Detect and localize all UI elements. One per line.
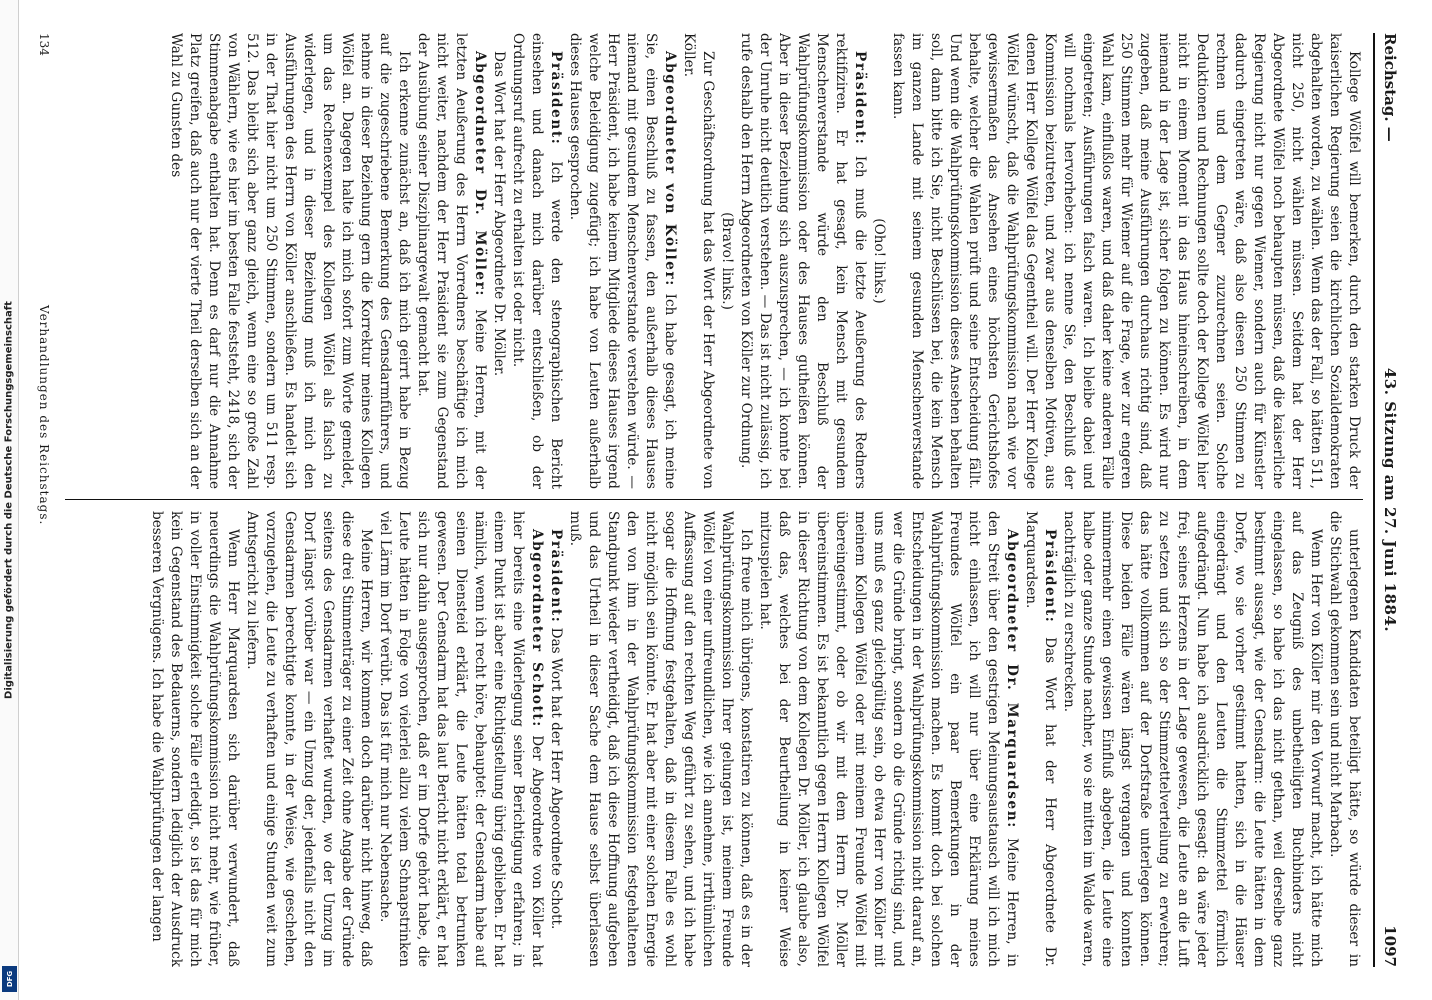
speaker-name: Präsident: <box>1042 529 1058 624</box>
paragraph <box>679 33 717 489</box>
paragraph-text: Ich habe gesagt, ich meine Sie, einen Beschluß zu fassen, den außerhalb dieses Hauses niemand mit gesundem Menschenverstande verstehen würde. — Herr Präsident, ich habe keinem Mitgliede dieses Hauses irgend welche Beleidigung zugefügt; ich habe von Leuten außerhalb dieses Hauses gesprochen. <box>567 33 678 489</box>
speech-paragraph <box>375 511 546 967</box>
speech-paragraph <box>508 33 565 489</box>
paragraph-text: (Oho! links.) <box>871 218 887 304</box>
text-column-left <box>65 33 1363 489</box>
scanned-page-viewport <box>18 0 1432 1000</box>
paragraph-text: Das Wort hat der Herr Abgeordnete Dr. Möller. <box>491 51 507 377</box>
paragraph-text: Das Wort hat der Herr Abgeordnete Dr. Marquardsen. <box>1023 511 1058 967</box>
interjection <box>869 33 888 489</box>
speech-paragraph <box>755 511 1021 967</box>
speaker-name: Abgeordneter Dr. Marquardsen: <box>1004 529 1020 829</box>
digitization-credit-text: Digitalisierung gefördert durch die Deutsche Forschungsgemeinschaft <box>3 301 15 699</box>
rotated-newspaper-page <box>25 5 1425 995</box>
paragraph-text: Ich muß die letzte Aeußerung des Redners rektifiziren. Er hat gesagt, kein Mensch mit gesundem Menschenverstande würde den Beschluß der Wahlprüfungskommission oder des Hauses gutheißen können. Aber in dieser Beziehung sich auszusprechen, — ich konnte bei der Unruhe nicht deutlich verstehen. — Das ist nicht zulässig, ich rufe deshalb den Herrn Abgeordneten von Köller zur Ordnung. <box>738 33 868 489</box>
header-session-date: 43. Sitzung am 27. Juni 1884. <box>1381 367 1399 633</box>
printer-signature: 134 <box>37 33 51 56</box>
speaker-name: Abgeordneter Schott: <box>529 529 545 728</box>
digitization-credit-strip <box>0 0 19 1000</box>
page-header <box>1373 33 1403 967</box>
paragraph-text: Meine Herren, wir kommen doch darüber nicht hinweg, daß diese drei Stimmenträger zu einer Zeit ohne Angabe der Gründe seitens des Gensdarmen verhaftet wurden, wo der Umzug im Dorf längst vorüber war — ein Umzug der, jedenfalls nicht den Gensdarmen berechtigte konnte, in der Weise, wie geschehen, vorzugehen, die Leute zu verhaften und einige Stunden weit zum Amtsgericht zu liefern. <box>244 511 374 967</box>
paragraph-text: Kollege Wölfel will bemerken, durch den starken Druck der kaiserlichen Regierung seien die kirchlichen Sozialdemokraten abgehalten worden, zu wählen. Wenn das der Fall, so hätten 511, nicht 250, nicht wählen müssen. Seitdem hat der Herr Abgeordnete Wölfel noch behaupten müssen, daß die kaiserliche Regierung nicht nur gegen Wiemer, sondern auch für Künstler dadurch eingetreten wäre, daß also diesen 250 Stimmen zu rechnen und dem Gegner zuzurechnen seien. Solche Deduktionen und Rechnungen sollte doch der Kollege Wölfel hier nicht in einem Moment in das Haus hineinschreiben, in dem niemand in der Lage ist, sicher folgen zu können. Es wird nur zugeben, daß meine Ausführungen durchaus richtig sind, daß 250 Stimmen mehr für Wiemer auf die Frage, wer zur engeren Wahl kam, einflußlos waren, und daß daher keine anderen Fälle eingetreten; Ausführungen falsch waren. Ich bleibe dabei und will nochmals hervorheben: ich nenne Sie, den Beschluß der Kommission beizutreten, und zwar aus denselben Motiven, aus denen Herr Kollege Wölfel das Gegentheil will. Der Herr Kollege Wölfel wünscht, daß die Wahlprüfungskommission nach wie vor gewissermaßen das Ansehen eines höchsten Gerichtshofes behalte, welcher die Wahlen prüft und seine Entscheidung fällt. Und wenn die Wahlprüfungskommission dieses Ansehen behalten soll, dann bitte ich Sie, nicht Beschlüssen bei, die kein Mensch im ganzen Lande mit seinem gesunden Menschenverstande fassen kann. <box>890 33 1362 489</box>
speaker-name: Präsident: <box>548 51 564 146</box>
paragraph-text: Wenn Herr von Köller mir den Vorwurf macht, ich hätte mich auf das Zeugniß des unbetheiligten Buchbinders nicht eingelassen, so habe ich das nicht gethan, weil derselbe ganz bestimmt aussagt, wie der Gensdarm: die Leute hätten in dem Dorfe, wo sie vorher gestimmt hatten, sich in die Häuser eingedrängt und den Leuten die Stimmzettel förmlich aufgedrängt. Nun habe ich ausdrücklich gesagt: da wäre jeder frei, seines Herzens in der Lage gewesen, die Leute an die Luft zu setzen und sich so der Stimmzettelverteilung zu erwehren; das hätte vollkommen auf der Dorfstraße unterlegen können. Diese beiden Fälle wären längst vergangen und konnten nimmermehr einen gewissen Einfluß abgeben, die Leute eine halbe oder ganze Stunde nachher, wo sie mitten im Walde waren, nachträglich zu erschrecken. <box>1061 511 1324 967</box>
speaker-name: Abgeordneter von Köller: <box>662 51 678 287</box>
paragraph-text: Meine Herren, mit der letzten Aeußerung des Herrn Vorredners beschäftige ich mich nicht weiter, nachdem der Herr Präsident sie zum Gegenstand der Ausübung seiner Disziplinargewalt gemacht hat. <box>415 33 488 489</box>
speaker-name: Präsident: <box>852 51 868 146</box>
paragraph <box>489 33 508 489</box>
paragraph <box>565 511 755 967</box>
paragraph-text: Wenn Herr Marquardsen sich darüber verwundert, daß neuerdings die Wahlprüfungskommission nicht mehr, wie früher, in voller Einstimmigkeit solche Fälle erledigt, so ist das für mich kein Gegenstand des Bedauerns, sondern lediglich der Ausdruck besseren Vergnügens. Ich habe die Wahlprüfungen der langen <box>149 511 241 967</box>
header-page-number: 1097 <box>1381 925 1399 967</box>
text-column-right <box>65 511 1363 967</box>
paragraph <box>242 511 375 967</box>
paragraph-text: (Bravo! links.) <box>719 212 735 310</box>
dfg-logo <box>2 966 17 992</box>
paragraph <box>166 33 413 489</box>
paragraph-text: Zur Geschäftsordnung hat das Wort der Herr Abgeordnete von Köller. <box>681 33 716 489</box>
paragraph <box>888 33 1363 489</box>
paragraph-text: Ich erkenne zunächst an, daß ich mich geirrt habe in Bezug auf die zugeschriebene Bemerkung des Gensdarmführers, und nehme in dieser Beziehung gern die Korrektur meines Kollegen Wölfel an. Dagegen halte ich mich sofort zum Worte gemeldet, um das Rechenexempel des Kollegen Wölfel als falsch zu widerlegen, und in dieser Beziehung muß ich mich den Ausführungen des Herrn von Köller anschließen. Es handelt sich in der That hier nicht um 250 Stimmen, sondern um 511 resp. 512. Das bleibt sich aber ganz gleich, wenn eine so große Zahl von Wählern, wie es hier im besten Falle feststeht, 2418, sich der Stimmenabgabe enthalten hat. Denn es darf nur die Annahme Platz greifen, daß auch nur der vierte Theil derselben sich an der Wahl zu Gunsten des <box>168 33 412 489</box>
speaker-name: Präsident: <box>548 529 564 624</box>
paragraph-text: unterlegenen Kandidaten beteiligt hätte, so würde dieser in die Stichwahl gekommen sein und nicht Marbach. <box>1327 511 1362 967</box>
header-publication: Reichstag. — <box>1381 33 1399 142</box>
paragraph-text: Meine Herren, in den Streit über den gestrigen Meinungsaustausch will ich mich nicht einlassen, ich will nur über eine Erklärung meines Freundes Wölfel ein paar Bemerkungen in der Wahlprüfungskommission machen. Es kommt doch bei solchen Entscheidungen in der Wahlprüfungskommission nicht darauf an, wer die Gründe bringt, sondern ob die Gründe richtig sind, und uns muß es ganz gleichgültig sein, ob etwa Herr von Köller mit meinem Kollegen Wölfel oder mit meinem Freunde Wölfel mit übereingestimmt, oder ob wir mit dem Herrn Dr. Möller übereinstimmen. Es ist bekanntlich gegen Herrn Kollegen Wölfel in dieser Richtung von dem Kollegen Dr. Möller, ich glaube also, daß das, welches bei der Beurtheilung in keiner Weise mitzuspielen hat. <box>757 511 1020 967</box>
interjection <box>717 33 736 489</box>
paragraph <box>1059 511 1325 967</box>
speaker-name: Abgeordneter Dr. Möller: <box>472 51 488 297</box>
column-divider <box>65 499 1363 500</box>
speech-paragraph <box>1021 511 1059 967</box>
speech-paragraph <box>736 33 869 489</box>
paragraph <box>147 511 242 967</box>
speech-paragraph <box>546 511 565 967</box>
paragraph-text: Ich werde den stenographischen Bericht einsehen und danach mich darüber entschließen, ob der Ordnungsruf aufrecht zu erhalten ist oder nicht. <box>510 33 564 489</box>
paragraph-text: Das Wort hat der Herr Abgeordnete Schott. <box>548 623 564 930</box>
speech-paragraph <box>413 33 489 489</box>
paragraph-text: Der Abgeordnete von Köller hat hier bereits eine Widerlegung seiner Berichtigung erfahren; in einem Punkt ist aber eine Richtigstellung übrig geblieben. Er hat nämlich, wenn ich recht höre, behauptet: der Gensdarm habe auf seinen Diensteid erklärt, die Leute hätten total betrunken gewesen. Der Gensdarm hat das laut Bericht nicht erklärt, er hat sich nur dahin ausgesprochen, daß er im Dorfe gehört habe, die Leute hätten in Folge von vielerlei allzu vielem Schnapstrinken viel Lärm im Dorf verübt. Das ist für mich nur Nebensache. <box>377 511 545 967</box>
dfg-logo-text: DFG <box>5 970 14 988</box>
speech-paragraph <box>565 33 679 489</box>
paragraph-text: Ich freue mich übrigens, konstatiren zu können, daß es in der Wahlprüfungskommission Ihrer gelungen ist, meinem Freunde Wölfel von einer unfreundlichen, wie ich annehme, irrthümlichen Auffassung auf den rechten Weg geführt zu sehen, und ich habe sogar die Hoffnung festgehalten, daß in diesem Falle es wohl nicht möglich sein könnte. Er hat aber mit einer solchen Energie den von ihm in der Wahlprüfungskommission festgehaltenen Standpunkt wieder vertheidigt, daß ich diese Hoffnung aufgeben und das Urtheil in dieser Sache dem Hause selbst überlassen muß. <box>567 511 754 967</box>
paragraph <box>1325 511 1363 967</box>
catchword: Verhandlungen des Reichstags. <box>37 305 51 526</box>
